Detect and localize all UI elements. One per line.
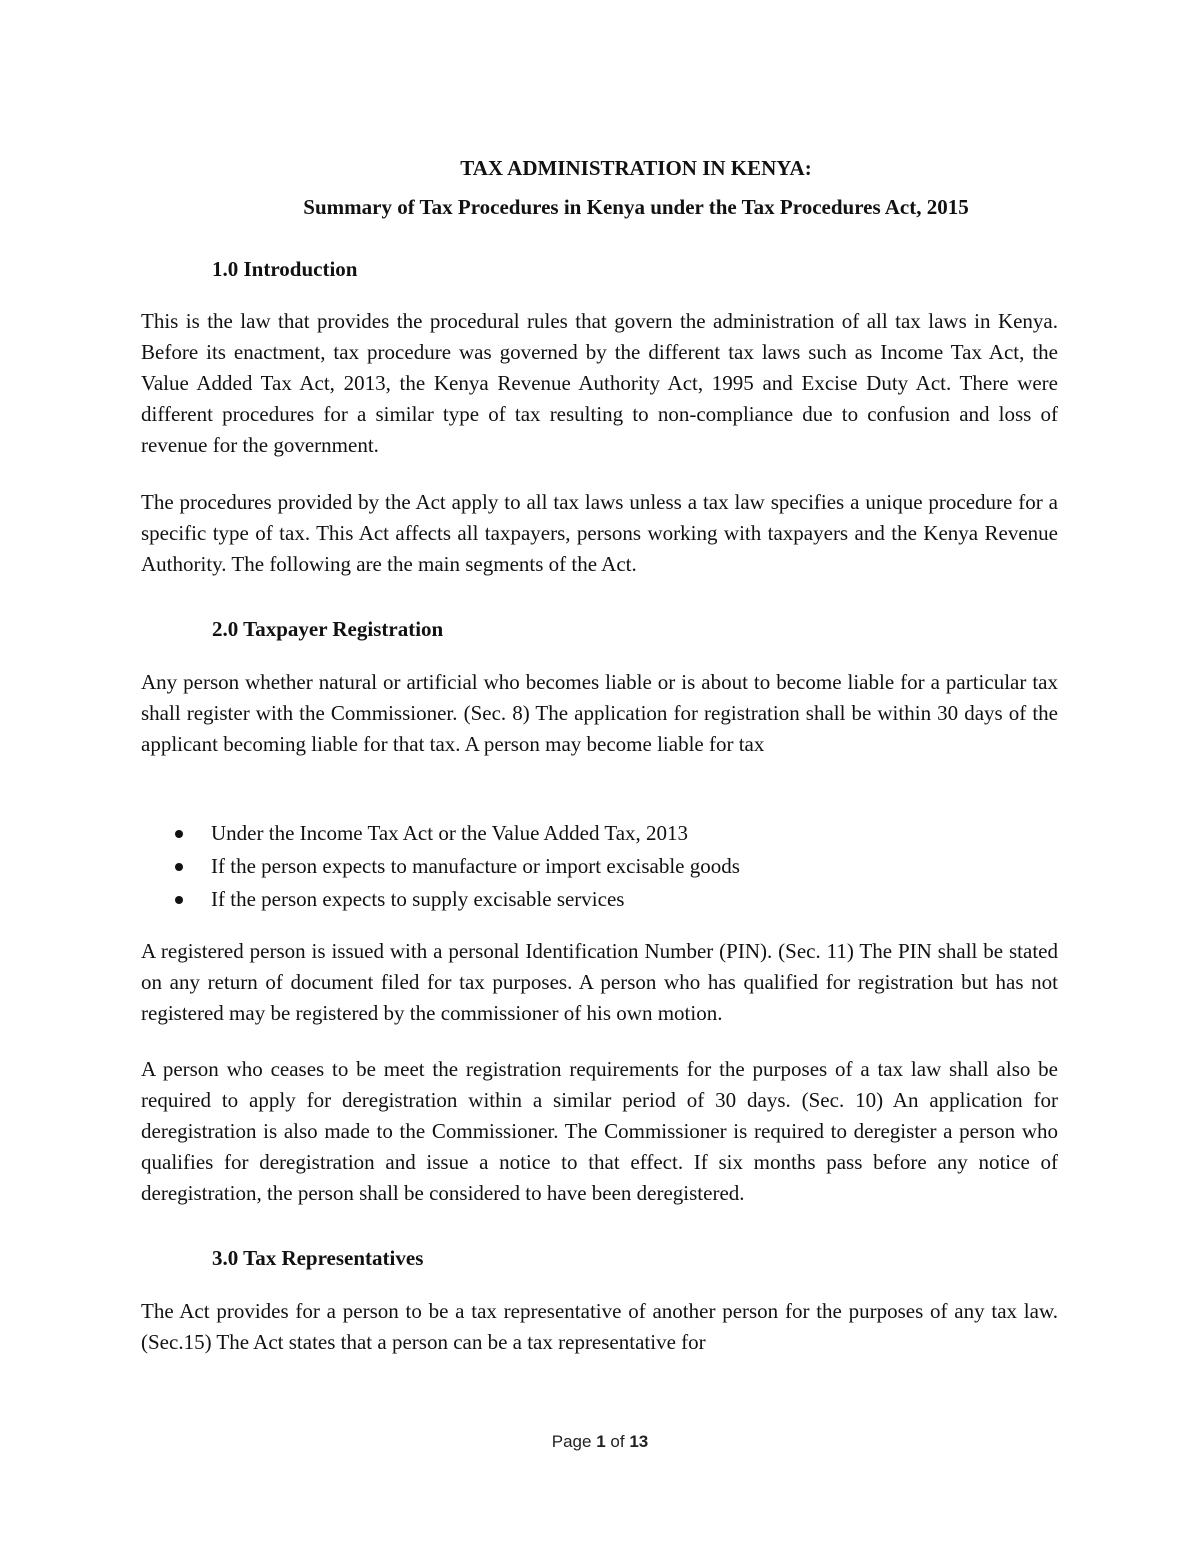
bullet-icon	[175, 896, 183, 904]
bullet-text: If the person expects to manufacture or import excisable goods	[211, 854, 740, 878]
representatives-paragraph-1: The Act provides for a person to be a tax representative of another person for the purposes of any tax law. (Sec.15) The Act states that a person can be a tax representative for	[141, 1299, 1058, 1354]
section-heading-taxpayer-registration: 2.0 Taxpayer Registration	[212, 617, 444, 641]
bullet-text: If the person expects to supply excisable services	[211, 887, 625, 911]
section-heading-introduction: 1.0 Introduction	[212, 257, 358, 281]
document-subtitle: Summary of Tax Procedures in Kenya under the Tax Procedures Act, 2015	[303, 195, 969, 219]
page-number: 1	[596, 1432, 606, 1451]
page-word: Page	[551, 1432, 592, 1451]
list-item	[141, 818, 740, 851]
bullet-icon	[175, 830, 183, 838]
section-heading-tax-representatives: 3.0 Tax Representatives	[212, 1246, 424, 1270]
registration-paragraph-3: A person who ceases to be meet the registration requirements for the purposes of a tax law shall also be required to apply for deregistration within a similar period of 30 days. (Sec. 10) An application for deregistration is also made to the Commissioner. The Commissioner is required to deregister a person who qualifies for deregistration and issue a notice to that effect. If six months pass before any notice of deregistration, the person shall be considered to have been deregistered.	[141, 1057, 1058, 1205]
list-item	[141, 884, 740, 917]
page-footer	[0, 1432, 1200, 1452]
document-title: TAX ADMINISTRATION IN KENYA:	[460, 156, 812, 180]
intro-paragraph-2: The procedures provided by the Act apply to all tax laws unless a tax law specifies a unique procedure for a specific type of tax. This Act affects all taxpayers, persons working with taxpayers and the Kenya Revenue Authority. The following are the main segments of the Act.	[141, 490, 1058, 576]
list-item	[141, 851, 740, 884]
bullet-text: Under the Income Tax Act or the Value Added Tax, 2013	[211, 821, 689, 845]
total-pages: 13	[629, 1432, 649, 1451]
bullet-icon	[175, 863, 183, 871]
intro-paragraph-1: This is the law that provides the procedural rules that govern the administration of all tax laws in Kenya. Before its enactment, tax procedure was governed by the different tax laws such as Income Tax Act, the Value Added Tax Act, 2013, the Kenya Revenue Authority Act, 1995 and Excise Duty Act. There were different procedures for a similar type of tax resulting to non-compliance due to confusion and loss of revenue for the government.	[141, 309, 1058, 457]
registration-paragraph-1: Any person whether natural or artificial who becomes liable or is about to become liable for a particular tax shall register with the Commissioner. (Sec. 8) The application for registration shall be within 30 days of the applicant becoming liable for that tax. A person may become liable for tax	[141, 670, 1058, 756]
liability-bullet-list	[141, 818, 740, 917]
registration-paragraph-2: A registered person is issued with a personal Identification Number (PIN). (Sec. 11) The PIN shall be stated on any return of document filed for tax purposes. A person who has qualified for registration but has not registered may be registered by the commissioner of his own motion.	[141, 939, 1058, 1025]
of-word: of	[610, 1432, 625, 1451]
